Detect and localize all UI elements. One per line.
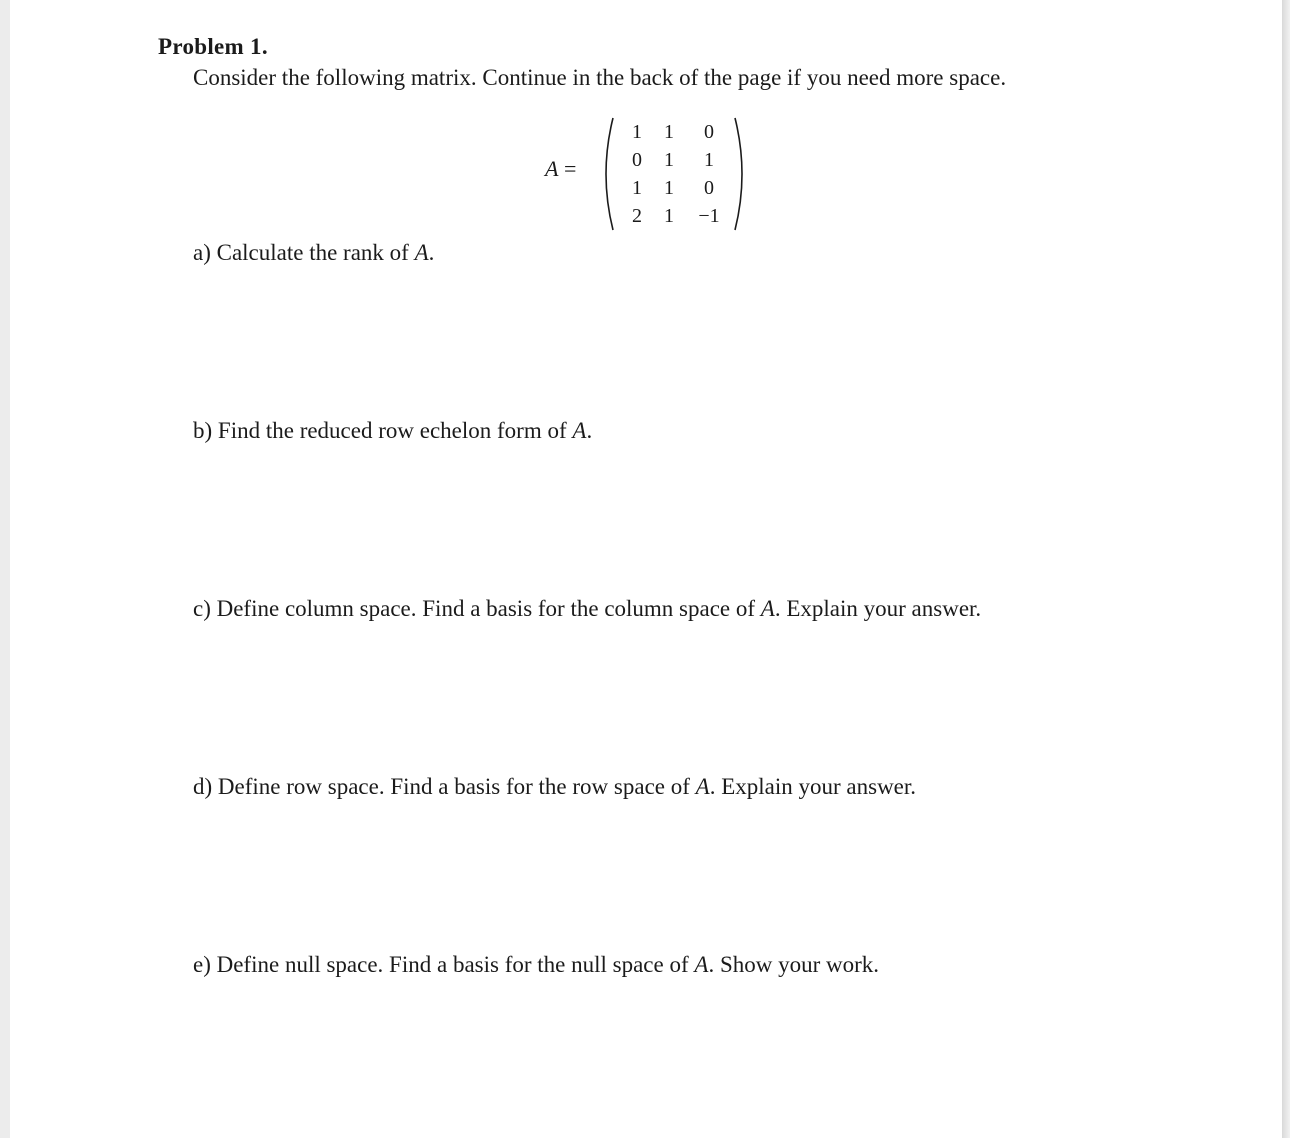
question-d-suffix: . Explain your answer. bbox=[709, 774, 917, 799]
question-b-text: b) Find the reduced row echelon form of bbox=[193, 418, 573, 443]
question-c-var: A bbox=[760, 596, 775, 621]
page-edge-shadow bbox=[1282, 0, 1290, 1138]
question-d bbox=[193, 774, 916, 800]
matrix-cell: 1 bbox=[664, 205, 674, 227]
matrix-cell: 0 bbox=[704, 121, 714, 143]
matrix-cell: 2 bbox=[632, 205, 642, 227]
question-c bbox=[193, 596, 981, 622]
matrix-cell: 0 bbox=[632, 149, 642, 171]
left-parenthesis bbox=[597, 116, 617, 232]
equals-sign: = bbox=[563, 156, 577, 181]
question-a-var: A bbox=[414, 240, 429, 265]
question-d-var: A bbox=[695, 774, 710, 799]
question-a-text: a) Calculate the rank of bbox=[193, 240, 415, 265]
question-b-suffix: . bbox=[586, 418, 593, 443]
question-e bbox=[193, 952, 879, 978]
question-a bbox=[193, 240, 434, 266]
problem-title: Problem 1. bbox=[158, 34, 268, 59]
matrix-name: A bbox=[545, 156, 559, 181]
problem-intro: Consider the following matrix. Continue in the back of the page if you need more space. bbox=[193, 65, 1007, 90]
matrix-cell: 1 bbox=[704, 149, 714, 171]
question-e-suffix: . Show your work. bbox=[708, 952, 880, 977]
question-e-text: e) Define null space. Find a basis for the null space of bbox=[193, 952, 695, 977]
matrix-lhs bbox=[545, 156, 576, 182]
matrix-cell: 1 bbox=[632, 121, 642, 143]
question-a-suffix: . bbox=[428, 240, 435, 265]
matrix-cell: 1 bbox=[664, 149, 674, 171]
matrix-cell: 0 bbox=[704, 177, 714, 199]
question-b bbox=[193, 418, 592, 444]
question-b-var: A bbox=[572, 418, 587, 443]
matrix-equation bbox=[545, 116, 765, 232]
matrix-cell: −1 bbox=[698, 205, 720, 227]
matrix-cell: 1 bbox=[664, 121, 674, 143]
question-e-var: A bbox=[694, 952, 709, 977]
matrix-cell: 1 bbox=[632, 177, 642, 199]
question-d-text: d) Define row space. Find a basis for the row space of bbox=[193, 774, 696, 799]
question-c-suffix: . Explain your answer. bbox=[774, 596, 982, 621]
question-c-text: c) Define column space. Find a basis for the column space of bbox=[193, 596, 761, 621]
right-parenthesis bbox=[731, 116, 751, 232]
matrix-cell: 1 bbox=[664, 177, 674, 199]
document-page bbox=[10, 0, 1282, 1138]
